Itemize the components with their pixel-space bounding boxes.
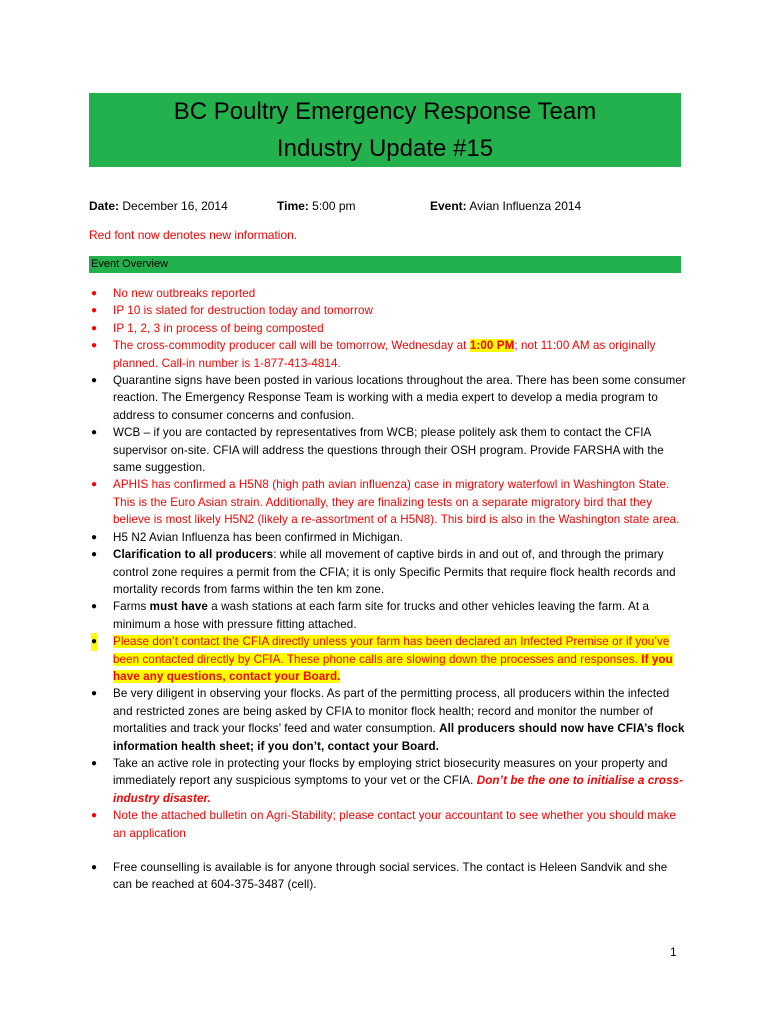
bullet-icon: ● [91,757,98,769]
bullet-icon: ● [91,549,98,561]
time-label: Time: [277,199,309,213]
list-item: ● The cross-commodity producer call will be tomorrow, Wednesday at 1:00 PM; not 11:00 AM as originally planned. Call-in number is 1-877-413-4814. [91,339,656,370]
bullet-icon: ● [91,305,98,317]
list-item: ● No new outbreaks reported [89,285,689,302]
list-item: ● Farms must have a wash stations at each farm site for trucks and other vehicles leaving the farm. At a minimum a hose with pressure fitting attached. [91,600,650,631]
list-item: ● WCB – if you are contacted by representatives from WCB; please politely ask them to contact the CFIA supervisor on-site. CFIA will address the questions through their OSH program. Provide FARSHA with the same suggestion. [91,426,664,475]
bullet-icon: ● [91,601,98,613]
bullet-icon: ● [91,531,98,543]
page-number: 1 [670,945,677,959]
list-item: ● Clarification to all producers: while all movement of captive birds in and out of, and through the primary control zone requires a permit from the CFIA; it is only Specific Permits that require flock health records and mortality records from farms within the ten km zone. [91,548,676,596]
list-item: ● Note the attached bulletin on Agri-Stability; please contact your accountant to see whether you should make an application [91,809,677,840]
bullet-icon: ● [91,427,98,439]
bullet-icon: ● [91,375,98,387]
section-header-event-overview: Event Overview [89,256,681,273]
bullet-icon: ● [91,322,98,334]
list-item: ● IP 10 is slated for destruction today and tomorrow [89,302,689,319]
event-overview-list [89,285,689,894]
time-value: 5:00 pm [312,199,356,213]
list-item: ● APHIS has confirmed a H5N8 (high path avian influenza) case in migratory waterfowl in Washington State. This is the Euro Asian strain. Additionally, they are finalizing tests on a separate migratory bird that they believe is most likely H5N2 (likely a re-assortment of a H5N8). This bird is also in the Washington state area. [91,478,680,527]
document-title: BC Poultry Emergency Response Team [173,98,597,125]
bullet-icon: ● [91,633,97,650]
list-item: ● H5 N2 Avian Influenza has been confirmed in Michigan. [89,529,689,546]
call-time-highlight: 1:00 PM [469,339,515,353]
event-field [430,199,581,213]
new-info-note: Red font now denotes new information. [89,228,298,242]
title-banner [89,93,681,167]
event-label: Event: [430,199,467,213]
date-label: Date: [89,199,120,213]
bullet-icon: ● [91,340,98,352]
bullet-icon: ● [91,479,98,491]
list-item: ● Free counselling is available is for anyone through social services. The contact is Heleen Sandvik and she can be reached at 604-375-3487 (cell). [91,861,668,892]
bullet-icon: ● [91,688,98,700]
list-item: ● Be very diligent in observing your flocks. As part of the permitting process, all producers within the infected and restricted zones are being asked by CFIA to monitor flock health; record and monitor the number of mortalities and track your flocks’ feed and water consumption. All producers should now have CFIA’s flock information health sheet; if you don’t, contact your Board. [91,687,685,753]
document-subtitle: Industry Update #15 [276,135,494,162]
date-value: December 16, 2014 [122,199,228,213]
bullet-icon: ● [91,288,98,299]
list-item: ● Take an active role in protecting your flocks by employing strict biosecurity measures on your property and immediately report any suspicious symptoms to your vet or the CFIA. Don’t be the one to initialise a cross-industry disaster. [91,756,684,805]
event-value: Avian Influenza 2014 [469,199,582,213]
bullet-icon: ● [91,862,98,873]
list-item: ● Please don’t contact the CFIA directly unless your farm has been declared an Infected Premise or if you’ve been contacted directly by CFIA. These phone calls are slowing down the processes and responses. If you have any questions, contact your Board. [91,635,673,683]
list-item: ● IP 1, 2, 3 in process of being composted [89,320,689,337]
bullet-icon: ● [91,810,98,822]
date-field [89,199,228,213]
time-field [277,199,356,213]
list-item: ● Quarantine signs have been posted in various locations throughout the area. There has been some consumer reaction. The Emergency Response Team is working with a media expert to develop a media program to address to consumer concerns and confusion. [91,374,686,422]
